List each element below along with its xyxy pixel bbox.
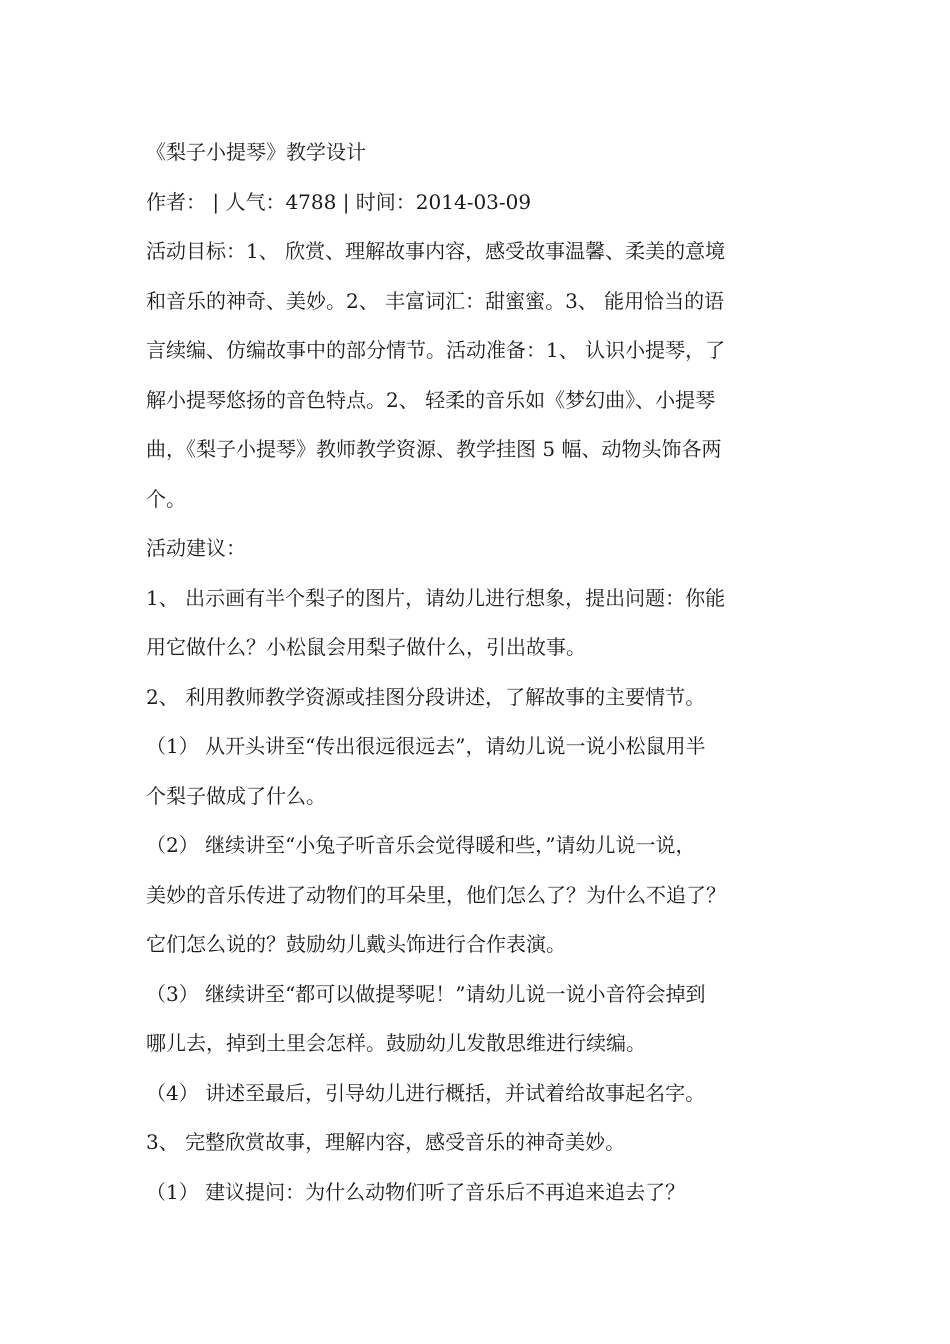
paragraph-line: 个。 [146,486,186,511]
document-body [146,128,810,1217]
document-meta: 作者： | 人气：4788 | 时间：2014-03-09 [146,189,532,214]
paragraph-line: （4） 讲述至最后，引导幼儿进行概括，并试着给故事起名字。 [146,1080,706,1105]
paragraph-line: 哪儿去，掉到土里会怎样。鼓励幼儿发散思维进行续编。 [146,1031,646,1055]
paragraph-line: 个梨子做成了什么。 [146,783,326,808]
paragraph-line: 3、 完整欣赏故事，理解内容，感受音乐的神奇美妙。 [146,1130,626,1154]
document-title: 《梨子小提琴》教学设计 [146,140,366,164]
paragraph-line: 曲，《梨子小提琴》教师教学资源、教学挂图 5 幅、动物头饰各两 [146,437,722,461]
paragraph-line: 1、 出示画有半个梨子的图片，请幼儿进行想象，提出问题：你能 [146,585,726,610]
paragraph-line: 言续编、仿编故事中的部分情节。活动准备：1、 认识小提琴，了 [146,338,726,362]
paragraph-line: 美妙的音乐传进了动物们的耳朵里，他们怎么了？为什么不追了？ [146,882,726,907]
paragraph-line: （3） 继续讲至“都可以做提琴呢！”请幼儿说一说小音符会掉到 [146,981,706,1006]
paragraph-line: （1） 建议提问：为什么动物们听了音乐后不再追来追去了？ [146,1179,686,1204]
paragraph-line: 用它做什么？小松鼠会用梨子做什么，引出故事。 [146,635,586,659]
paragraph-line: （2） 继续讲至“小兔子听音乐会觉得暖和些，”请幼儿说一说， [146,833,696,857]
paragraph-line: 解小提琴悠扬的音色特点。2、 轻柔的音乐如《梦幻曲》、小提琴 [146,387,716,412]
paragraph-line: 它们怎么说的？鼓励幼儿戴头饰进行合作表演。 [146,932,566,956]
paragraph-line: （1） 从开头讲至“传出很远很远去”，请幼儿说一说小松鼠用半 [146,734,706,758]
paragraph-line: 2、 利用教师教学资源或挂图分段讲述，了解故事的主要情节。 [146,684,706,709]
paragraph-line: 和音乐的神奇、美妙。2、 丰富词汇：甜蜜蜜。3、 能用恰当的语 [146,288,725,313]
paragraph-line: 活动目标：1、 欣赏、理解故事内容，感受故事温馨、柔美的意境 [146,239,726,263]
section-heading: 活动建议： [146,536,246,560]
